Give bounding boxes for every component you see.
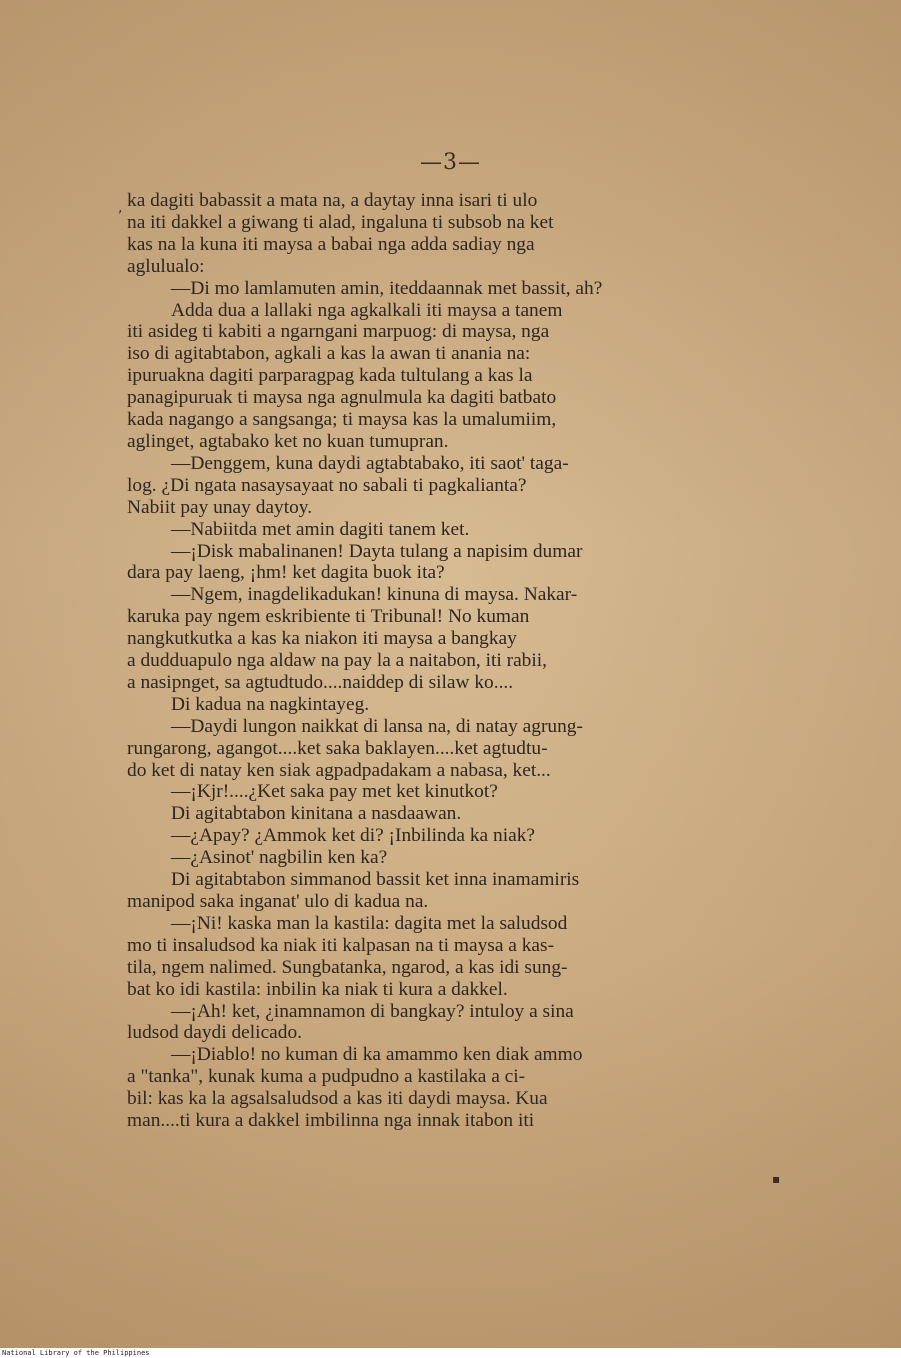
text-line: ludsod daydi delicado.	[127, 1022, 303, 1044]
text-line: —¡Ni! kaska man la kastila: dagita met la saludsod	[171, 912, 568, 934]
text-line: kada nagango a sangsanga; ti maysa kas la umalumiim,	[127, 409, 557, 431]
text-line: iso di agitabtabon, agkali a kas la awan ti anania na:	[127, 343, 531, 365]
text-line: —Daydi lungon naikkat di lansa na, di natay agrung-	[171, 715, 583, 737]
text-line: —Ngem, inagdelikadukan! kinuna di maysa. Nakar-	[171, 584, 578, 606]
text-line: panagipuruak ti maysa nga agnulmula ka dagiti batbato	[127, 387, 557, 409]
text-line: iti asideg ti kabiti a ngarngani marpuog: di maysa, nga	[127, 321, 550, 343]
text-line: —Di mo lamlamuten amin, iteddaannak met bassit, ah?	[171, 277, 603, 299]
text-line: dara pay laeng, ¡hm! ket dagita buok ita?	[127, 562, 445, 584]
text-line: bil: kas ka la agsalsaludsod a kas iti daydi maysa. Kua	[127, 1088, 548, 1110]
text-line: rungarong, agangot....ket saka baklayen....ket agtudtu-	[127, 737, 548, 759]
text-line: a nasipnget, sa agtudtudo....naiddep di silaw ko....	[127, 671, 514, 693]
text-line: —¿Apay? ¿Ammok ket di? ¡Inbilinda ka niak?	[171, 825, 535, 847]
margin-mark-right: ▪	[772, 1172, 781, 1186]
text-line: ka dagiti babassit a mata na, a daytay inna isari ti ulo	[127, 190, 538, 211]
footer-credit: National Library of the Philippines	[0, 1348, 901, 1358]
text-line: a "tanka", kunak kuma a pudpudno a kastilaka a ci-	[127, 1066, 526, 1088]
body-text	[127, 190, 777, 1132]
text-line: aglulualo:	[127, 255, 205, 277]
text-line: a dudduapulo nga aldaw na pay la a naitabon, iti rabii,	[127, 650, 547, 672]
text-line: man....ti kura a dakkel imbilinna nga innak itabon iti	[127, 1110, 535, 1132]
text-line: —¡Kjr!....¿Ket saka pay met ket kinutkot?	[171, 781, 498, 803]
text-line: —Nabiitda met amin dagiti tanem ket.	[171, 518, 470, 540]
text-line: bat ko idi kastila: inbilin ka niak ti kura a dakkel.	[127, 978, 508, 1000]
text-line: —Denggem, kuna daydi agtabtabako, iti saot' taga-	[171, 452, 569, 474]
text-line: —¡Diablo! no kuman di ka amammo ken diak ammo	[171, 1044, 583, 1066]
text-line: Nabiit pay unay daytoy.	[127, 496, 313, 518]
text-line: —¡Disk mabalinanen! Dayta tulang a napisim dumar	[171, 540, 583, 562]
text-line: na iti dakkel a giwang ti alad, ingaluna ti subsob na ket	[127, 211, 554, 233]
text-line: Di agitabtabon kinitana a nasdaawan.	[171, 803, 462, 825]
text-line: Di kadua na nagkintayeg.	[171, 693, 370, 715]
text-line: nangkutkutka a kas ka niakon iti maysa a bangkay	[127, 628, 517, 650]
text-line: log. ¿Di ngata nasaysayaat no sabali ti pagkalianta?	[127, 474, 527, 496]
text-line: —¡Ah! ket, ¿inamnamon di bangkay? intuloy a sina	[171, 1000, 574, 1022]
text-line: do ket di natay ken siak agpadpadakam a nabasa, ket...	[127, 759, 551, 781]
text-line: mo ti insaludsod ka niak iti kalpasan na ti maysa a kas-	[127, 934, 555, 956]
text-line: manipod saka inganat' ulo di kadua na.	[127, 891, 429, 912]
text-line: —¿Asinot' nagbilin ken ka?	[171, 847, 388, 869]
text-line: tila, ngem nalimed. Sungbatanka, ngarod, a kas idi sung-	[127, 956, 568, 978]
margin-mark-left: ,	[118, 200, 123, 216]
text-line: Di agitabtabon simmanod bassit ket inna inamamiris	[171, 869, 580, 891]
text-line: Adda dua a lallaki nga agkalkali iti maysa a tanem	[171, 299, 563, 321]
text-line: aglinget, agtabako ket no kuan tumupran.	[127, 430, 449, 452]
page-number: —3—	[420, 150, 481, 175]
text-line: ipuruakna dagiti parparagpag kada tultulang a kas la	[127, 365, 533, 387]
text-line: kas na la kuna iti maysa a babai nga adda sadiay nga	[127, 233, 535, 255]
text-line: karuka pay ngem eskribiente ti Tribunal! No kuman	[127, 606, 530, 628]
